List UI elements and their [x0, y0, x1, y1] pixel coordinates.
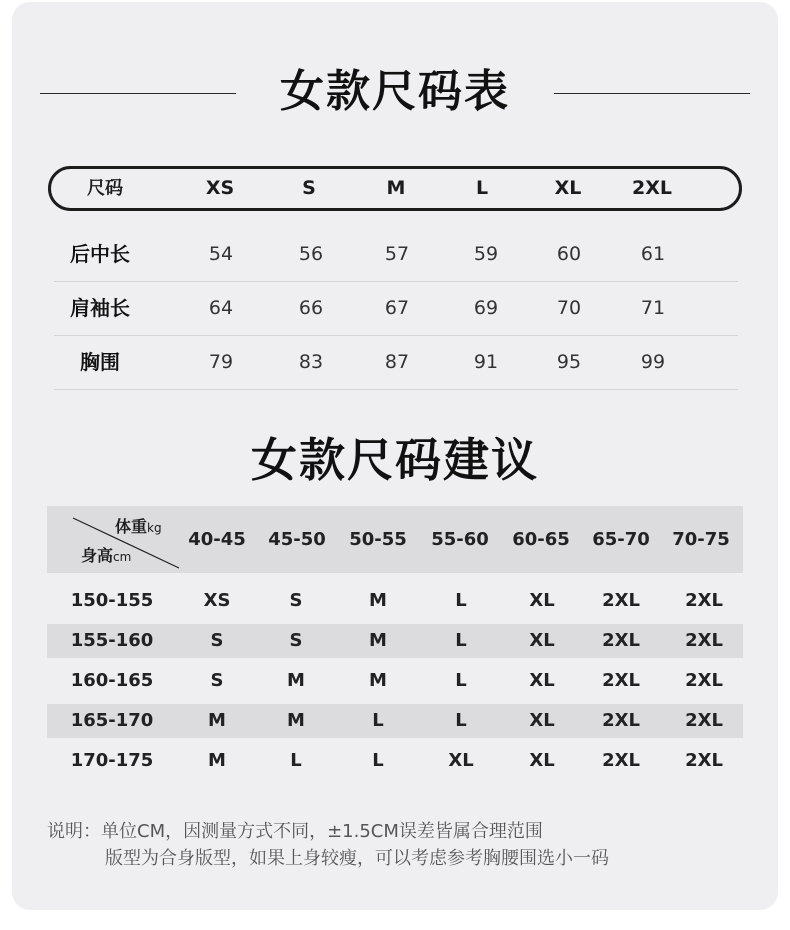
- weight-col: 65-70: [592, 529, 650, 550]
- size-chart-title: 女款尺码表: [280, 66, 510, 117]
- note-line-2: 版型为合身版型，如果上身较瘦，可以考虑参考胸腰围选小一码: [105, 848, 609, 869]
- size-cell: L: [455, 710, 467, 731]
- size-cell: M: [369, 630, 387, 651]
- size-row-back-length: [54, 227, 738, 282]
- value-cell: 91: [473, 351, 499, 373]
- size-cell: XL: [448, 750, 474, 771]
- size-cell: 2XL: [602, 630, 640, 651]
- height-header: [81, 543, 131, 566]
- height-label: 身高: [81, 546, 114, 565]
- size-cell: L: [455, 590, 467, 611]
- size-cell: XL: [529, 710, 555, 731]
- size-cell: M: [369, 590, 387, 611]
- size-col-xs: XS: [205, 177, 235, 199]
- weight-unit: kg: [147, 521, 162, 535]
- value-cell: 66: [298, 297, 324, 319]
- size-cell: 2XL: [685, 750, 723, 771]
- rec-row-170-175: [47, 744, 743, 778]
- weight-col: 60-65: [512, 529, 570, 550]
- size-cell: 2XL: [602, 670, 640, 691]
- recommendation-header: [47, 506, 743, 573]
- size-cell: 2XL: [685, 710, 723, 731]
- size-cell: L: [455, 670, 467, 691]
- size-cell: 2XL: [602, 710, 640, 731]
- size-col-xl: XL: [554, 177, 582, 199]
- size-row-chest: [54, 335, 738, 390]
- size-cell: 2XL: [685, 670, 723, 691]
- note: [47, 818, 609, 872]
- value-cell: 61: [640, 243, 666, 265]
- diagonal-header-cell: [47, 506, 182, 573]
- rec-row-165-170: [47, 704, 743, 738]
- rec-row-155-160: [47, 624, 743, 658]
- value-cell: 60: [556, 243, 582, 265]
- weight-col: 45-50: [268, 529, 326, 550]
- value-cell: 59: [473, 243, 499, 265]
- value-cell: 64: [208, 297, 234, 319]
- size-cell: XL: [529, 670, 555, 691]
- size-cell: L: [290, 750, 302, 771]
- size-cell: L: [455, 630, 467, 651]
- value-cell: 79: [208, 351, 234, 373]
- value-cell: 70: [556, 297, 582, 319]
- value-cell: 87: [384, 351, 410, 373]
- size-cell: S: [210, 630, 224, 651]
- height-unit: cm: [113, 550, 132, 564]
- title-divider-right: [554, 93, 750, 94]
- height-cell: 165-170: [70, 710, 154, 731]
- weight-col: 40-45: [188, 529, 246, 550]
- size-cell: S: [289, 590, 303, 611]
- size-cell: L: [372, 750, 384, 771]
- size-row-sleeve-length: [54, 281, 738, 336]
- size-cell: 2XL: [685, 630, 723, 651]
- size-cell: S: [289, 630, 303, 651]
- size-cell: XL: [529, 630, 555, 651]
- size-header-label: 尺码: [87, 178, 123, 199]
- value-cell: 69: [473, 297, 499, 319]
- size-cell: L: [372, 710, 384, 731]
- weight-col: 55-60: [431, 529, 489, 550]
- height-cell: 160-165: [70, 670, 154, 691]
- size-cell: M: [369, 670, 387, 691]
- row-label: 肩袖长: [70, 296, 130, 320]
- value-cell: 57: [384, 243, 410, 265]
- value-cell: 99: [640, 351, 666, 373]
- rec-row-160-165: [47, 664, 743, 698]
- weight-label: 体重: [115, 517, 148, 536]
- weight-header: [115, 514, 162, 537]
- size-col-s: S: [302, 177, 316, 199]
- height-cell: 150-155: [70, 590, 154, 611]
- value-cell: 95: [556, 351, 582, 373]
- note-line-1: 说明：单位CM，因测量方式不同，±1.5CM误差皆属合理范围: [47, 821, 543, 842]
- size-cell: XS: [203, 590, 231, 611]
- size-cell: XL: [529, 590, 555, 611]
- size-cell: M: [208, 710, 226, 731]
- size-cell: M: [287, 670, 305, 691]
- size-cell: M: [208, 750, 226, 771]
- size-cell: 2XL: [685, 590, 723, 611]
- value-cell: 71: [640, 297, 666, 319]
- height-cell: 170-175: [70, 750, 154, 771]
- size-col-m: M: [386, 177, 406, 199]
- height-cell: 155-160: [70, 630, 154, 651]
- size-cell: XL: [529, 750, 555, 771]
- size-col-2xl: 2XL: [632, 177, 672, 199]
- row-label: 胸围: [80, 350, 120, 374]
- value-cell: 54: [208, 243, 234, 265]
- size-chart-title-row: [40, 62, 750, 122]
- value-cell: 67: [384, 297, 410, 319]
- size-cell: S: [210, 670, 224, 691]
- size-cell: 2XL: [602, 750, 640, 771]
- size-cell: 2XL: [602, 590, 640, 611]
- recommendation-title: 女款尺码建议: [251, 433, 539, 487]
- rec-row-150-155: [47, 584, 743, 618]
- weight-col: 50-55: [349, 529, 407, 550]
- size-chart-header: [48, 166, 742, 211]
- size-col-l: L: [475, 177, 489, 199]
- value-cell: 56: [298, 243, 324, 265]
- value-cell: 83: [298, 351, 324, 373]
- weight-col: 70-75: [672, 529, 730, 550]
- row-label: 后中长: [70, 242, 130, 266]
- size-cell: M: [287, 710, 305, 731]
